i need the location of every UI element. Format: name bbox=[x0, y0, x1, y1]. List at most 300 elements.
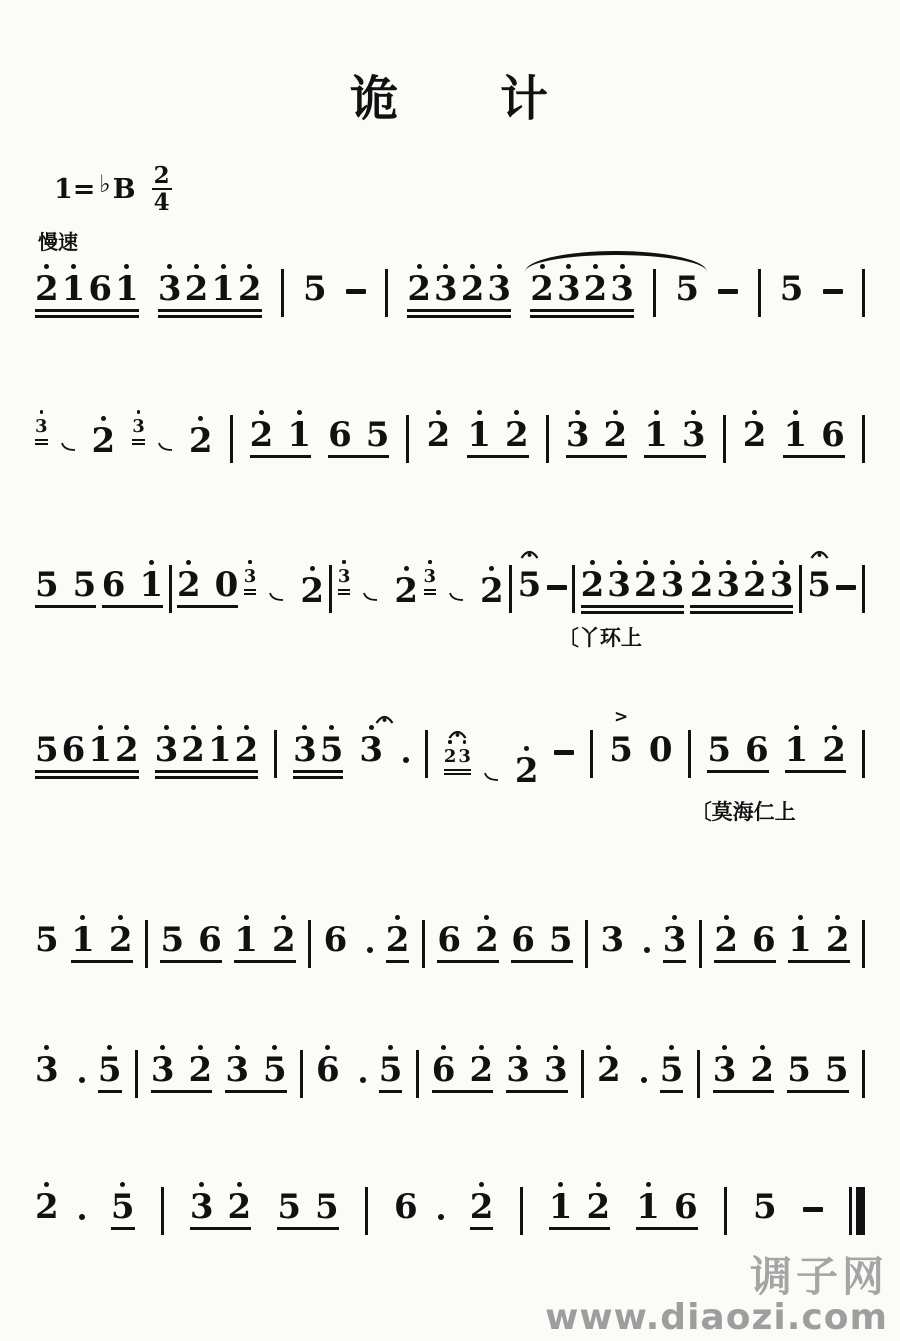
note-digit: 3 bbox=[337, 565, 351, 587]
note bbox=[821, 410, 845, 455]
note bbox=[35, 410, 48, 437]
beam-line bbox=[293, 776, 343, 779]
beam-stack bbox=[426, 410, 451, 455]
note-digit: 2 bbox=[742, 415, 767, 455]
duration-dash bbox=[346, 289, 366, 294]
beam-stack bbox=[609, 725, 633, 770]
note bbox=[293, 725, 317, 770]
beam-line bbox=[102, 605, 163, 608]
beam-line bbox=[407, 309, 511, 312]
barline bbox=[653, 269, 656, 317]
beam-stack bbox=[407, 264, 511, 318]
beam-stack bbox=[111, 1182, 135, 1230]
note bbox=[110, 1182, 135, 1227]
note bbox=[469, 1182, 494, 1227]
note-row bbox=[110, 1182, 135, 1227]
beam-group bbox=[277, 1167, 338, 1230]
note-digit: 3 bbox=[660, 565, 685, 605]
beam-stack bbox=[707, 725, 768, 773]
beam-line bbox=[644, 455, 705, 458]
grace-notes bbox=[132, 410, 145, 445]
note bbox=[633, 560, 658, 605]
note-digit: 3 bbox=[359, 730, 384, 770]
stage-direction: 〔莫海仁上 bbox=[690, 800, 796, 824]
note-digit: 3 bbox=[610, 269, 634, 309]
note-digit: 2 bbox=[580, 565, 605, 605]
beam-stack bbox=[234, 915, 295, 963]
barline bbox=[862, 730, 865, 778]
beam-stack bbox=[807, 560, 831, 605]
beam-group bbox=[35, 710, 139, 779]
beam-stack bbox=[379, 1045, 403, 1093]
note bbox=[469, 1045, 494, 1090]
beam-line bbox=[707, 770, 768, 773]
note bbox=[244, 560, 257, 587]
beam-line bbox=[785, 770, 846, 773]
barline bbox=[281, 269, 284, 317]
beam-line bbox=[132, 443, 145, 445]
beam-line bbox=[155, 776, 259, 779]
grace-row bbox=[338, 560, 351, 587]
beam-group bbox=[111, 1167, 135, 1230]
augmentation-dot bbox=[644, 947, 650, 953]
note bbox=[35, 560, 59, 605]
beam-stack bbox=[359, 725, 409, 770]
beam-line bbox=[160, 960, 221, 963]
beam-line bbox=[444, 773, 471, 775]
note-digit: 0 bbox=[648, 730, 673, 770]
beam-stack bbox=[323, 915, 374, 960]
note-row bbox=[644, 410, 706, 455]
beam-group bbox=[467, 395, 528, 458]
note-row bbox=[714, 915, 776, 960]
beam-line bbox=[35, 443, 48, 445]
beam-stack bbox=[35, 560, 96, 608]
note-digit: 3 bbox=[543, 1050, 568, 1090]
note-digit: 2 bbox=[689, 565, 714, 605]
note-row bbox=[783, 410, 845, 455]
augmentation-dot bbox=[79, 1077, 85, 1083]
beam-stack bbox=[636, 1182, 697, 1230]
beam-group bbox=[71, 900, 132, 963]
beam-line bbox=[432, 1090, 493, 1093]
grace-notes bbox=[424, 560, 437, 595]
beam-line bbox=[386, 960, 410, 963]
beam-line bbox=[470, 1227, 494, 1230]
note-row bbox=[157, 264, 262, 309]
beam-group bbox=[234, 900, 295, 963]
note bbox=[636, 1182, 660, 1227]
grace-notes bbox=[338, 560, 351, 595]
beam-group bbox=[713, 1030, 774, 1093]
note-cell bbox=[35, 900, 59, 960]
beam-group bbox=[151, 1030, 212, 1093]
note bbox=[487, 264, 512, 309]
note bbox=[769, 560, 794, 605]
beam-group bbox=[160, 900, 221, 963]
note-digit: 6 bbox=[101, 565, 126, 605]
beam-group bbox=[690, 545, 794, 614]
note bbox=[673, 1182, 698, 1227]
note bbox=[548, 1182, 573, 1227]
beam-group bbox=[328, 395, 389, 458]
beam-stack bbox=[98, 1045, 122, 1093]
note bbox=[262, 1045, 287, 1090]
note bbox=[788, 915, 812, 960]
note-digit: 5 bbox=[35, 920, 59, 960]
note bbox=[822, 725, 846, 770]
beam-group bbox=[714, 900, 775, 963]
beam-stack bbox=[315, 1045, 366, 1090]
note-row bbox=[225, 1045, 287, 1090]
grace-note-figure bbox=[243, 545, 324, 611]
note-digit: 6 bbox=[198, 920, 222, 960]
note bbox=[807, 560, 831, 605]
note-digit: 6 bbox=[88, 269, 113, 309]
beam-line bbox=[660, 1090, 684, 1093]
note bbox=[660, 560, 685, 605]
note-digit: 2 bbox=[469, 1050, 494, 1090]
final-bar-thin bbox=[849, 1187, 852, 1235]
note-digit: 1 bbox=[467, 415, 491, 455]
note-digit: 2 bbox=[227, 1187, 252, 1227]
note bbox=[825, 915, 850, 960]
note-row bbox=[742, 410, 767, 455]
note-cell bbox=[426, 395, 451, 455]
note-digit: 3 bbox=[600, 920, 625, 960]
duration-dash bbox=[836, 585, 856, 590]
beam-line bbox=[467, 455, 528, 458]
note bbox=[319, 725, 344, 770]
note-digit: 3 bbox=[132, 415, 145, 437]
note bbox=[150, 1045, 175, 1090]
note-digit: 3 bbox=[154, 730, 179, 770]
note-row bbox=[234, 915, 296, 960]
note bbox=[115, 725, 139, 770]
note-digit: 6 bbox=[437, 920, 462, 960]
note-digit: 5 bbox=[314, 1187, 339, 1227]
beam-group bbox=[407, 249, 511, 318]
beam-group bbox=[636, 1167, 697, 1230]
beam-group bbox=[155, 710, 259, 779]
beam-stack bbox=[600, 915, 651, 960]
beam-group bbox=[787, 1030, 848, 1093]
beam-stack bbox=[690, 560, 794, 614]
beam-stack bbox=[328, 410, 389, 458]
notation-line bbox=[35, 395, 865, 463]
beam-stack bbox=[155, 725, 259, 779]
note-digit: 2 bbox=[583, 269, 608, 309]
note-row bbox=[243, 560, 324, 611]
beam-line bbox=[250, 455, 311, 458]
fermata-icon bbox=[520, 548, 539, 559]
beam-line bbox=[234, 960, 295, 963]
note-digit: 2 bbox=[35, 269, 59, 309]
beam-group bbox=[190, 1167, 251, 1230]
note bbox=[431, 1045, 456, 1090]
note-digit: 3 bbox=[607, 565, 631, 605]
beam-stack bbox=[785, 725, 846, 773]
note bbox=[115, 264, 139, 309]
note bbox=[338, 560, 351, 587]
grace-note-figure bbox=[132, 395, 213, 461]
flat-sign-icon: ♭ bbox=[99, 169, 111, 199]
beam-stack bbox=[160, 915, 221, 963]
note-row bbox=[437, 915, 499, 960]
note bbox=[249, 410, 274, 455]
note bbox=[743, 560, 767, 605]
note-digit: 5 bbox=[824, 1050, 849, 1090]
note-digit: 5 bbox=[659, 1050, 684, 1090]
beam-line bbox=[71, 960, 132, 963]
note bbox=[189, 1182, 214, 1227]
note-row bbox=[662, 915, 687, 960]
beam-group bbox=[785, 710, 846, 773]
note-digit: 1 bbox=[207, 730, 232, 770]
note-digit: 5 bbox=[675, 269, 700, 309]
octave-dot bbox=[448, 740, 452, 744]
note bbox=[784, 725, 809, 770]
beam-stack bbox=[35, 915, 59, 960]
beam-stack bbox=[158, 264, 262, 318]
note-digit: 3 bbox=[189, 1187, 214, 1227]
note-digit: 3 bbox=[157, 269, 182, 309]
note-digit: 5 bbox=[752, 1187, 777, 1227]
note-digit: 2 bbox=[394, 570, 419, 611]
grace-note-figure bbox=[443, 710, 539, 791]
beam-group bbox=[35, 545, 96, 608]
key-prefix: 1= bbox=[54, 174, 96, 206]
note-row bbox=[35, 725, 139, 770]
note-row bbox=[277, 1182, 339, 1227]
note-row bbox=[807, 560, 831, 605]
note-digit: 3 bbox=[423, 565, 437, 587]
notation-line bbox=[35, 545, 865, 650]
barline bbox=[385, 269, 388, 317]
note-row bbox=[511, 915, 573, 960]
note-row bbox=[689, 560, 794, 605]
beam-group bbox=[437, 900, 498, 963]
notation-line bbox=[35, 1030, 865, 1098]
barline bbox=[862, 269, 865, 317]
articulation bbox=[810, 545, 829, 560]
fermata-icon bbox=[810, 548, 829, 559]
beam-group bbox=[177, 545, 238, 608]
barline bbox=[862, 565, 865, 613]
augmentation-dot bbox=[79, 1214, 85, 1220]
beam-stack bbox=[783, 410, 844, 458]
note bbox=[475, 915, 499, 960]
note bbox=[315, 1045, 340, 1090]
note-digit: 5 bbox=[517, 565, 542, 605]
articulation bbox=[375, 710, 394, 725]
note bbox=[565, 410, 590, 455]
note-digit: 6 bbox=[323, 920, 348, 960]
note bbox=[157, 264, 182, 309]
note bbox=[314, 1182, 339, 1227]
octave-dot bbox=[524, 746, 529, 751]
note bbox=[72, 560, 97, 605]
beam-stack bbox=[511, 915, 572, 963]
beam-stack bbox=[581, 560, 685, 614]
note-digit: 1 bbox=[548, 1187, 573, 1227]
note-row bbox=[600, 915, 651, 960]
note-digit: 3 bbox=[35, 415, 48, 437]
note bbox=[783, 410, 808, 455]
note bbox=[359, 725, 384, 770]
barline bbox=[135, 1050, 138, 1098]
note bbox=[300, 566, 324, 611]
note-cell bbox=[359, 710, 409, 770]
beam-line bbox=[35, 315, 139, 318]
note bbox=[61, 264, 86, 309]
note bbox=[35, 1045, 59, 1090]
note bbox=[287, 410, 311, 455]
note bbox=[586, 1182, 611, 1227]
note bbox=[198, 915, 222, 960]
octave-dot bbox=[463, 740, 467, 744]
beam-line bbox=[277, 1227, 338, 1230]
note-digit: 1 bbox=[61, 269, 86, 309]
note-digit: 2 bbox=[249, 415, 274, 455]
beam-line bbox=[111, 1227, 135, 1230]
beam-group bbox=[581, 545, 685, 614]
note bbox=[225, 1045, 249, 1090]
note-digit: 1 bbox=[139, 565, 164, 605]
beam-line bbox=[581, 611, 685, 614]
note-row bbox=[659, 1045, 684, 1090]
note bbox=[600, 915, 625, 960]
barline bbox=[590, 730, 593, 778]
watermark bbox=[545, 1252, 888, 1339]
beam-stack bbox=[648, 725, 673, 770]
note-row bbox=[467, 410, 529, 455]
note-row bbox=[35, 1182, 85, 1227]
octave-dot bbox=[137, 410, 141, 414]
note-digit: 1 bbox=[784, 730, 809, 770]
note-digit: 2 bbox=[504, 415, 529, 455]
note bbox=[467, 410, 491, 455]
beam-group bbox=[660, 1030, 684, 1093]
beam-stack bbox=[250, 410, 311, 458]
note bbox=[35, 725, 59, 770]
watermark-url: www.diaozi.com bbox=[545, 1297, 888, 1339]
note bbox=[787, 1045, 811, 1090]
beam-line bbox=[35, 776, 139, 779]
notation-line bbox=[35, 1167, 865, 1235]
note bbox=[548, 915, 573, 960]
note-digit: 6 bbox=[315, 1050, 340, 1090]
beam-line bbox=[190, 1227, 251, 1230]
note-digit: 3 bbox=[681, 415, 706, 455]
note bbox=[35, 264, 59, 309]
beam-group bbox=[549, 1167, 610, 1230]
note-digit: 2 bbox=[443, 745, 457, 767]
beam-group bbox=[788, 900, 849, 963]
note bbox=[659, 1045, 684, 1090]
beam-line bbox=[530, 315, 634, 318]
meter-numerator: 2 bbox=[153, 162, 170, 189]
note-digit: 2 bbox=[184, 269, 209, 309]
note-digit: 3 bbox=[716, 565, 741, 605]
note-digit: 2 bbox=[475, 920, 499, 960]
note bbox=[517, 560, 542, 605]
articulation bbox=[520, 545, 539, 560]
note bbox=[184, 264, 209, 309]
note-digit: 5 bbox=[807, 565, 831, 605]
note bbox=[378, 1045, 403, 1090]
note-row bbox=[426, 410, 451, 455]
note bbox=[154, 725, 179, 770]
note-cell bbox=[35, 1030, 85, 1090]
barline bbox=[274, 730, 277, 778]
note-digit: 5 bbox=[365, 415, 390, 455]
note-digit: 5 bbox=[72, 565, 97, 605]
barline bbox=[862, 920, 865, 968]
note bbox=[779, 264, 804, 309]
note-digit: 2 bbox=[237, 269, 262, 309]
beam-stack bbox=[752, 1182, 777, 1227]
grace-row bbox=[244, 560, 257, 587]
beam-line bbox=[783, 455, 844, 458]
note-digit: 1 bbox=[636, 1187, 660, 1227]
note-row bbox=[97, 1045, 122, 1090]
beam-line bbox=[155, 770, 259, 773]
note-row bbox=[35, 915, 59, 960]
note bbox=[407, 264, 432, 309]
note-digit: 2 bbox=[108, 920, 133, 960]
note-row bbox=[35, 264, 139, 309]
note-row bbox=[565, 410, 628, 455]
note-digit: 5 bbox=[378, 1050, 403, 1090]
beam-stack bbox=[35, 1045, 85, 1090]
note-digit: 3 bbox=[565, 415, 590, 455]
grace-notes bbox=[35, 410, 48, 445]
note-digit: 2 bbox=[426, 415, 451, 455]
octave-dot bbox=[310, 566, 315, 571]
note bbox=[506, 1045, 530, 1090]
note-digit: 3 bbox=[487, 269, 512, 309]
barline bbox=[300, 1050, 303, 1098]
beam-stack bbox=[660, 1045, 684, 1093]
beam-line bbox=[530, 309, 634, 312]
barline bbox=[799, 565, 802, 613]
augmentation-dot bbox=[360, 1077, 366, 1083]
note-digit: 1 bbox=[115, 269, 139, 309]
beam-line bbox=[663, 960, 687, 963]
note-row bbox=[154, 725, 259, 770]
note-digit: 3 bbox=[662, 920, 687, 960]
beam-group bbox=[470, 1167, 494, 1230]
beam-stack bbox=[102, 560, 163, 608]
note-digit: 6 bbox=[431, 1050, 456, 1090]
beam-stack bbox=[35, 725, 139, 779]
note bbox=[181, 725, 205, 770]
beam-stack bbox=[225, 1045, 286, 1093]
beam-line bbox=[636, 1227, 697, 1230]
barline bbox=[724, 1187, 727, 1235]
note-digit: 2 bbox=[514, 750, 539, 791]
grace-row bbox=[424, 560, 437, 587]
barline bbox=[699, 920, 702, 968]
note-digit: 5 bbox=[319, 730, 344, 770]
note bbox=[681, 410, 706, 455]
note-digit: 2 bbox=[300, 570, 324, 611]
note-cell bbox=[323, 900, 374, 960]
note bbox=[504, 410, 529, 455]
note-digit: 2 bbox=[188, 1050, 213, 1090]
note-row bbox=[35, 1045, 85, 1090]
